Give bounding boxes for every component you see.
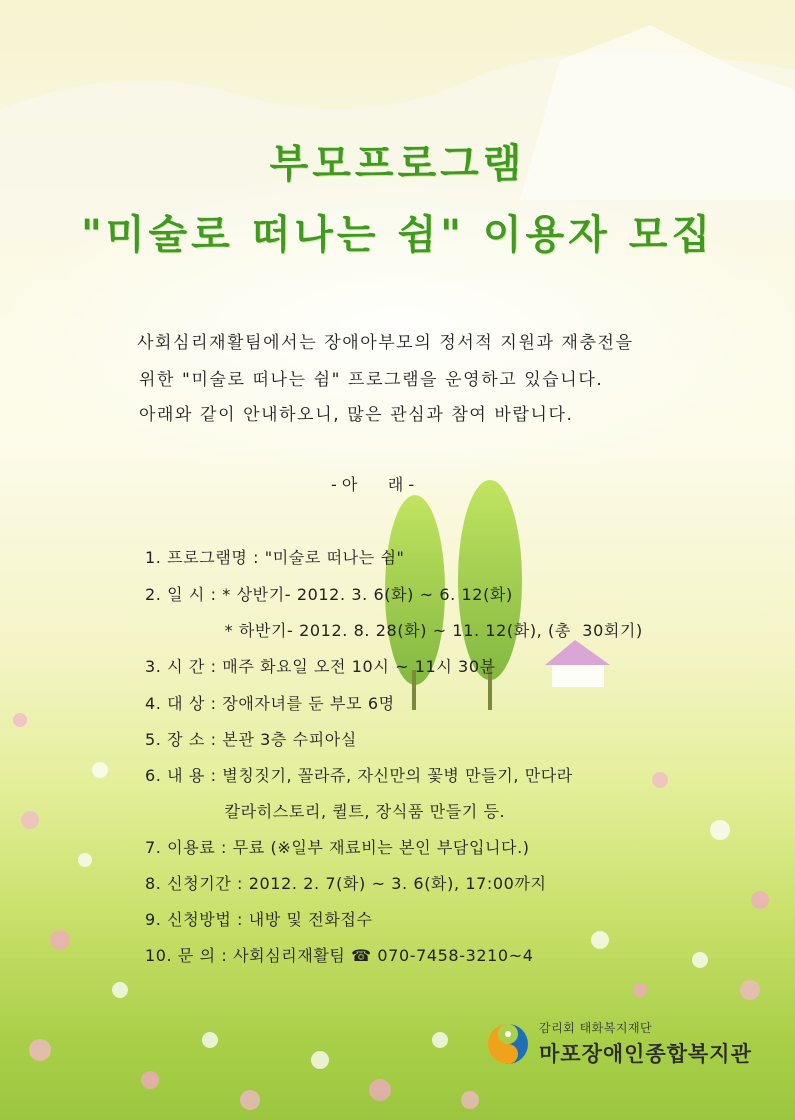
item-place: 5. 장 소 : 본관 3층 수피아실 [145, 730, 357, 749]
item-schedule-first: 2. 일 시 : * 상반기- 2012. 3. 6(화) ~ 6. 12(화) [145, 585, 513, 604]
intro-line-1: 사회심리재활팀에서는 장애아부모의 정서적 지원과 재충전을 [137, 333, 634, 353]
item-target: 4. 대 상 : 장애자녀를 둔 부모 6명 [145, 694, 395, 713]
item-apply-method: 9. 신청방법 : 내방 및 전화접수 [145, 910, 373, 929]
item-content-cont: 칼라히스토리, 퀼트, 장식품 만들기 등. [145, 802, 506, 821]
item-schedule-second: * 하반기- 2012. 8. 28(화) ~ 11. 12(화), (총 30회기) [145, 621, 643, 640]
title-line-2: "미술로 떠나는 쉼" 이용자 모집 [80, 212, 715, 258]
intro-line-2: 위한 "미술로 떠나는 쉼" 프로그램을 운영하고 있습니다. [139, 370, 604, 390]
logo-foundation-name: 감리회 태화복지재단 [539, 1021, 653, 1035]
title-line-1: 부모프로그램 [269, 141, 526, 187]
item-time: 3. 시 간 : 매주 화요일 오전 10시 ~ 11시 30분 [145, 657, 496, 676]
intro-line-3: 아래와 같이 안내하오니, 많은 관심과 참여 바랍니다. [139, 405, 574, 425]
item-program-name: 1. 프로그램명 : "미술로 떠나는 쉼" [145, 548, 405, 567]
logo-center-name: 마포장애인종합복지관 [539, 1042, 752, 1066]
item-apply-period: 8. 신청기간 : 2012. 2. 7(화) ~ 3. 6(화), 17:00까지 [145, 874, 547, 893]
section-heading: - 아 래 - [331, 475, 415, 494]
item-fee: 7. 이용료 : 무료 (※일부 재료비는 본인 부담입니다.) [145, 838, 530, 857]
item-contact: 10. 문 의 : 사회심리재활팀 ☎ 070-7458-3210~4 [145, 946, 534, 965]
welfare-center-logo-icon [486, 1022, 530, 1066]
item-content: 6. 내 용 : 별칭짓기, 꼴라쥬, 자신만의 꽃병 만들기, 만다라 [145, 766, 573, 785]
